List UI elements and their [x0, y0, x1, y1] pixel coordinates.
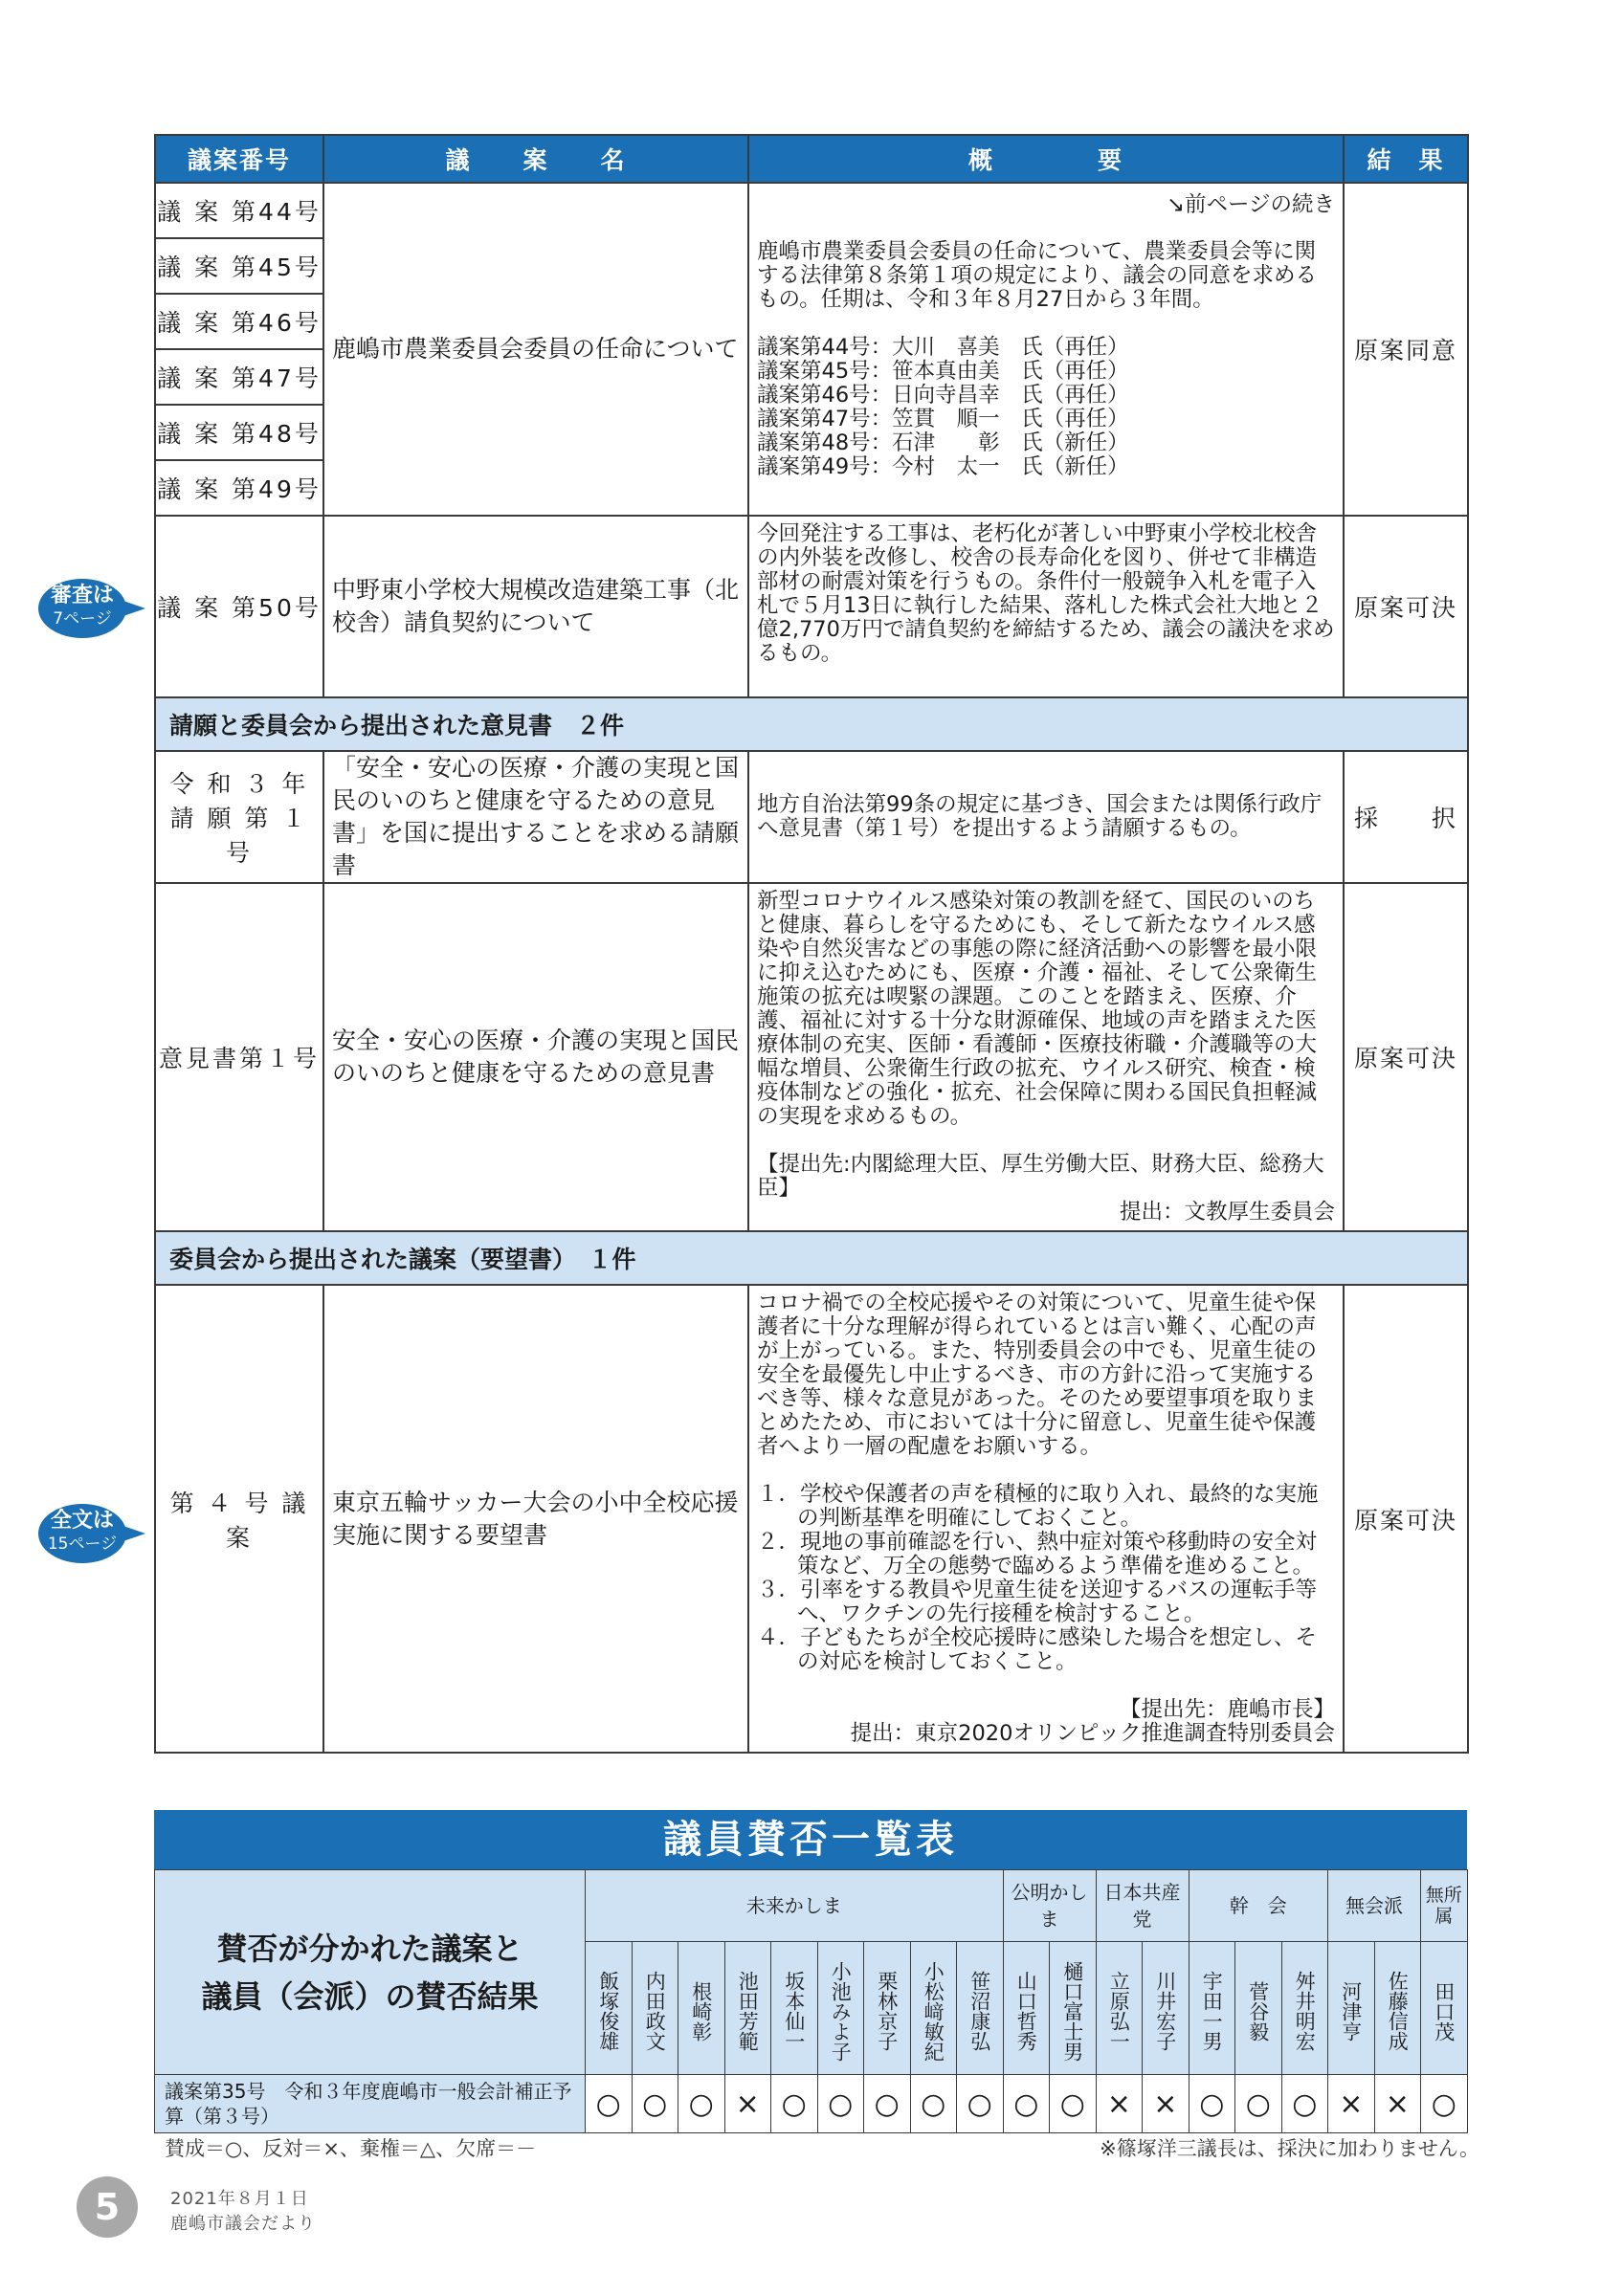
agri-numbers: [155, 183, 323, 516]
agri-members: [757, 336, 1335, 479]
opinion-summary-cell: [748, 883, 1344, 1231]
vote-mark: ×: [1374, 2075, 1421, 2133]
request-item: ４．子どもたちが全校応援時に感染した場合を想定し、その対応を検討しておくこと。: [757, 1625, 1318, 1674]
row-request: [155, 1285, 1468, 1753]
bill-number: 議 案 第49号: [157, 475, 322, 503]
section-header-petitions: [155, 697, 1468, 751]
vote-mark: ○: [586, 2075, 633, 2133]
vote-legend: 賛成＝○、反対＝×、棄権＝△、欠席＝－: [165, 2137, 537, 2160]
member-name: 池田芳範: [736, 1971, 760, 2051]
vote-mark: ○: [864, 2075, 911, 2133]
member-name-cell: [632, 1942, 678, 2075]
member-name: 川井宏子: [1153, 1971, 1177, 2051]
member-name-cell: [1096, 1942, 1143, 2075]
vote-heading-line1: 賛否が分かれた議案と: [216, 1930, 523, 1967]
request-result: 原案可決: [1344, 1285, 1468, 1753]
member-name-cell: [1328, 1942, 1375, 2075]
member-name-cell: [957, 1942, 1004, 2075]
vote-heading-line2: 議員（会派）の賛否結果: [201, 1977, 539, 2015]
opinion-summary: 新型コロナウイルス感染対策の教訓を経て、国民のいのちと健康、暮らしを守るためにも、そして新たなウイルス感染や自然災害などの事態の際に経済活動への影響を最小限に抑え込むためにも、医療・介護・福祉、そして公衆衛生施策の拡充は喫緊の課題。このことを踏まえ、医療、介護、福祉に対する十分な財源確保、地域の声を踏まえた医療体制の充実、医師・看護師・医療技術職・介護職等の大幅な増員、公衆衛生行政の拡充、ウイルス研究、検査・検疫体制などの強化・拡充、社会保障に関わる国民負担軽減の実現を求めるもの。: [757, 889, 1318, 1129]
member-line: 議案第44号：大川 喜美 氏（再任）: [757, 335, 1129, 360]
vote-heading: [155, 1870, 586, 2075]
member-name-cell: [1235, 1942, 1282, 2075]
vote-mark: ×: [1096, 2075, 1143, 2133]
petition-number-line2: 請 願 第 １ 号: [169, 805, 309, 867]
request-submitter: 提出：東京2020オリンピック推進調査特別委員会: [850, 1721, 1335, 1746]
vote-mark: ○: [632, 2075, 678, 2133]
vote-mark: ○: [678, 2075, 725, 2133]
opinion-number: 意見書第１号: [155, 883, 323, 1231]
vote-mark: ○: [1189, 2075, 1235, 2133]
opinion-result: 原案可決: [1344, 883, 1468, 1231]
member-name-cell: [910, 1942, 957, 2075]
vote-row: [155, 2075, 1468, 2133]
member-name-cell: [864, 1942, 911, 2075]
party-name: 日本共産党: [1096, 1870, 1189, 1942]
petition-result: 採 択: [1344, 751, 1468, 883]
callout-label: 審査は: [50, 584, 114, 607]
member-name: 佐藤信成: [1386, 1971, 1410, 2051]
member-name-cell: [1003, 1942, 1050, 2075]
publication-name: 鹿嶋市議会だより: [170, 2214, 316, 2234]
callout-label: 全文は: [50, 1509, 114, 1533]
vote-mark: ○: [1050, 2075, 1097, 2133]
issue-date: 2021年８月１日: [170, 2189, 309, 2209]
vote-table-title: 議員賛否一覧表: [154, 1810, 1467, 1869]
row-opinion: [155, 883, 1468, 1231]
member-name-cell: [1281, 1942, 1328, 2075]
member-line: 議案第45号：笹本真由美 氏（再任）: [757, 359, 1129, 384]
member-name-cell: [817, 1942, 864, 2075]
member-line: 議案第49号：今村 太一 氏（新任）: [757, 454, 1129, 479]
member-name-cell: [771, 1942, 818, 2075]
fulltext-page-callout: [38, 1504, 126, 1563]
member-name: 栗林京子: [875, 1971, 899, 2051]
member-name: 河津亨: [1339, 1980, 1363, 2042]
row-agricultural: [155, 183, 1468, 516]
member-name: 田口茂: [1432, 1980, 1456, 2042]
agri-name: 鹿嶋市農業委員会委員の任命について: [323, 183, 748, 516]
petition-number-line1: 令 和 ３ 年: [169, 770, 309, 798]
member-line: 議案第47号：笠貫 順一 氏（再任）: [757, 407, 1129, 431]
section-header-requests: [155, 1231, 1468, 1285]
party-name: 幹 会: [1189, 1870, 1328, 1942]
member-name-cell: [1143, 1942, 1189, 2075]
member-name: 宇田一男: [1200, 1971, 1224, 2051]
member-name: 山口哲秀: [1014, 1971, 1038, 2051]
bill-number: 議 案 第46号: [156, 295, 322, 350]
party-row: [155, 1870, 1468, 1942]
bill50-summary: 今回発注する工事は、老朽化が著しい中野東小学校北校舎の内外装を改修し、校舎の長寿命化を図り、併せて非構造部材の耐震対策を行うもの。条件付一般競争入札を電子入札で５月13日に執行した結果、落札した株式会社大地と２億2,770万円で請負契約を締結するため、議会の議決を求めるもの。: [748, 516, 1344, 697]
petition-number: [155, 751, 323, 883]
callout-page: 7ページ: [53, 609, 112, 629]
party-name: 公明かしま: [1003, 1870, 1096, 1942]
agri-result: 原案同意: [1344, 183, 1468, 516]
member-name-cell: [1050, 1942, 1097, 2075]
bill50-result: 原案可決: [1344, 516, 1468, 697]
member-name: 坂本仙一: [782, 1971, 806, 2051]
vote-mark: ○: [817, 2075, 864, 2133]
section-title: 請願と委員会から提出された意見書 ２件: [155, 697, 1468, 751]
vote-table: [154, 1869, 1468, 2133]
petition-summary: 地方自治法第99条の規定に基づき、国会または関係行政庁へ意見書（第１号）を提出するよう請願するもの。: [748, 751, 1344, 883]
member-name: 小池みよ子: [829, 1960, 853, 2062]
agri-summary-cell: [748, 183, 1344, 516]
header-row: [155, 135, 1468, 183]
vote-mark: ×: [1328, 2075, 1375, 2133]
member-name-cell: [1421, 1942, 1468, 2075]
member-name: 小松﨑敏紀: [922, 1960, 945, 2062]
vote-mark: ○: [771, 2075, 818, 2133]
member-name: 根崎彰: [689, 1980, 713, 2042]
request-summary: コロナ禍での全校応援やその対策について、児童生徒や保護者に十分な理解が得られているとは言い難く、心配の声が上がっている。また、特別委員会の中でも、児童生徒の安全を最優先し中止するべき、市の方針に沿って実施するべき等、様々な意見があった。そのため要望事項を取りまとめたため、市においては十分に留意し、児童生徒や保護者へより一層の配慮をお願いする。: [757, 1291, 1318, 1459]
vote-bill-label: 議案第35号 令和３年度鹿嶋市一般会計補正予算（第３号）: [155, 2075, 586, 2133]
member-name: 笹沼康弘: [967, 1971, 991, 2051]
header-result: 結 果: [1344, 135, 1468, 183]
vote-mark: ○: [1281, 2075, 1328, 2133]
vote-mark: ○: [1003, 2075, 1050, 2133]
member-name-cell: [586, 1942, 633, 2075]
member-name: 樋口富士男: [1060, 1960, 1084, 2062]
header-name: 議 案 名: [323, 135, 748, 183]
member-line: 議案第48号：石津 彰 氏（新任）: [757, 430, 1129, 455]
bills-table: [154, 134, 1469, 1754]
request-destination: 【提出先：鹿嶋市長】: [1119, 1697, 1335, 1722]
party-name: 未来かしま: [586, 1870, 1004, 1942]
opinion-destination: 【提出先:内閣総理大臣、厚生労働大臣、財務大臣、総務大臣】: [757, 1152, 1324, 1201]
request-name: 東京五輪サッカー大会の小中全校応援実施に関する要望書: [323, 1285, 748, 1753]
party-name: 無所属: [1421, 1870, 1468, 1942]
member-name: 飯塚俊雄: [596, 1971, 620, 2051]
bill-number: 議 案 第48号: [156, 406, 322, 461]
request-item: ２．現地の事前確認を行い、熱中症対策や移動時の安全対策など、万全の態勢で臨めるよう準備を進めること。: [757, 1530, 1318, 1578]
review-page-callout: [38, 579, 126, 638]
vote-mark: ○: [1235, 2075, 1282, 2133]
request-number: 第 ４ 号 議 案: [155, 1285, 323, 1753]
section-title: 委員会から提出された議案（要望書） １件: [155, 1231, 1468, 1285]
bill50-name: 中野東小学校大規模改造建築工事（北校舎）請負契約について: [323, 516, 748, 697]
member-name-cell: [678, 1942, 725, 2075]
petition-name: 「安全・安心の医療・介護の実現と国民のいのちと健康を守るための意見書」を国に提出することを求める請願書: [323, 751, 748, 883]
party-name: 無会派: [1328, 1870, 1421, 1942]
vote-mark: ×: [724, 2075, 771, 2133]
request-summary-cell: [748, 1285, 1344, 1753]
request-item: １．学校や保護者の声を積極的に取り入れ、最終的な実施の判断基準を明確にしておくこと。: [757, 1482, 1319, 1531]
row-petition: [155, 751, 1468, 883]
page-number: 5: [77, 2176, 138, 2238]
continued-note: ↘前ページの続き: [1167, 192, 1335, 217]
member-line: 議案第46号：日向寺昌幸 氏（再任）: [757, 383, 1129, 408]
member-name-cell: [1189, 1942, 1235, 2075]
speaker-note: ※篠塚洋三議長は、採決に加わりません。: [1100, 2137, 1479, 2160]
row-bill50: [155, 516, 1468, 697]
member-name-cell: [1374, 1942, 1421, 2075]
vote-mark: ○: [910, 2075, 957, 2133]
member-name: 菅谷毅: [1246, 1980, 1270, 2042]
request-item: ３．引率をする教員や児童生徒を送迎するバスの運転手等へ、ワクチンの先行接種を検討すること。: [757, 1578, 1318, 1626]
header-number: 議案番号: [155, 135, 323, 183]
bill-number: 議 案 第44号: [156, 184, 322, 239]
opinion-name: 安全・安心の医療・介護の実現と国民のいのちと健康を守るための意見書: [323, 883, 748, 1231]
vote-mark: ○: [957, 2075, 1004, 2133]
opinion-submitter: 提出：文教厚生委員会: [1119, 1200, 1335, 1225]
member-name-cell: [724, 1942, 771, 2075]
callout-page: 15ページ: [47, 1534, 118, 1554]
header-summary: 概 要: [748, 135, 1344, 183]
bill-number: 議 案 第47号: [156, 350, 322, 406]
bill50-number: 議 案 第50号: [155, 516, 323, 697]
request-items: [757, 1483, 1335, 1674]
vote-mark: ○: [1421, 2075, 1468, 2133]
agri-summary: 鹿嶋市農業委員会委員の任命について、農業委員会等に関する法律第８条第１項の規定により、議会の同意を求めるもの。任期は、令和３年８月27日から３年間。: [757, 239, 1318, 312]
member-name: 内田政文: [643, 1971, 667, 2051]
vote-mark: ×: [1143, 2075, 1189, 2133]
bill-number: 議 案 第45号: [156, 239, 322, 295]
member-name: 舛井明宏: [1293, 1971, 1317, 2051]
member-name: 立原弘一: [1107, 1971, 1131, 2051]
